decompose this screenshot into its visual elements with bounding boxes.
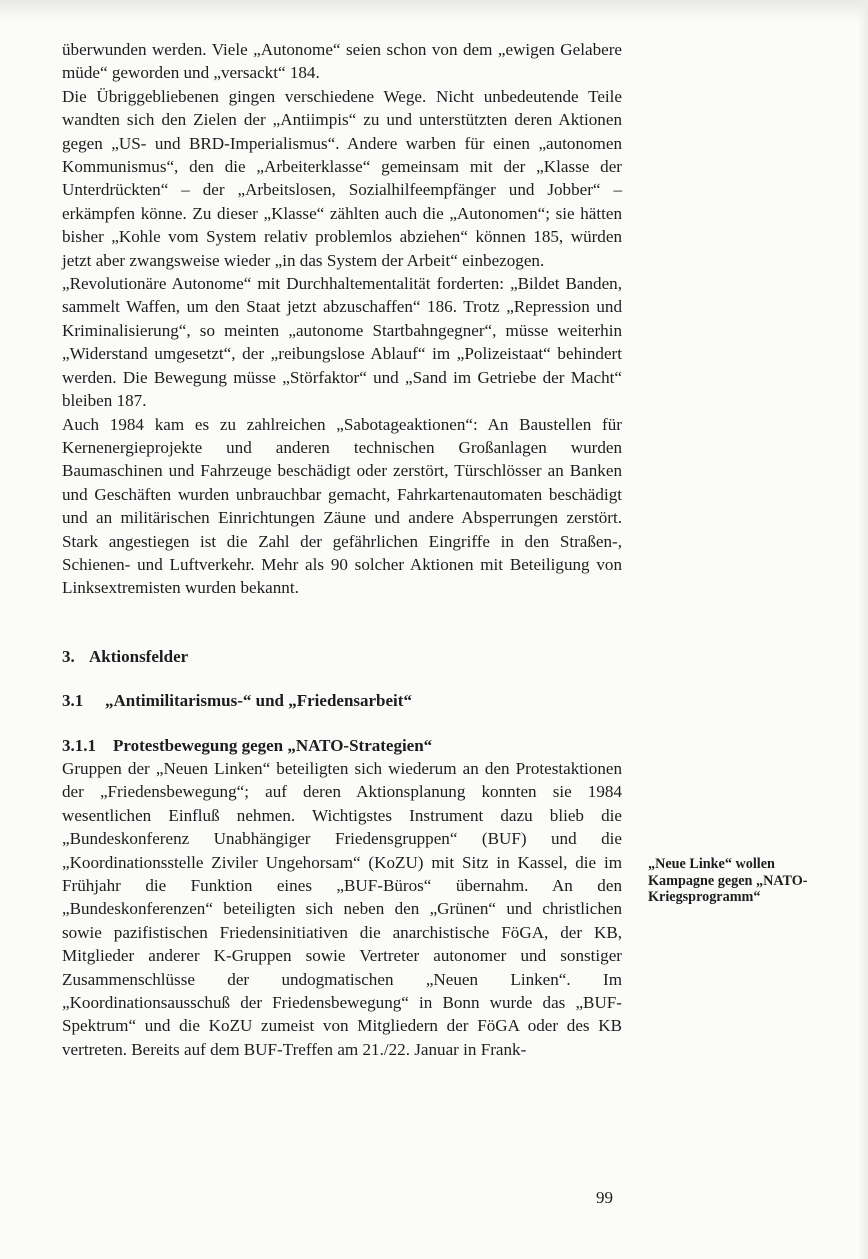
- intro-paragraph: überwunden werden. Viele „Autonome“ seien schon von dem „ewigen Gelabere müde“ geworden und „versackt“ 184.: [62, 40, 622, 83]
- section-heading-aktionsfelder: [62, 645, 622, 668]
- paragraph-sabotageaktionen: Auch 1984 kam es zu zahlreichen „Sabotageaktionen“: An Baustellen für Kernenergieprojekte und anderen technischen Großanlagen wurden Baumaschinen und Fahrzeuge beschädigt oder zerstört, Türschlösser an Banken und Geschäften wurden unbrauchbar gemacht, Fahrkartenautomaten beschädigt und an militärischen Einrichtungen Zäune und andere Absperrungen zerstört. Stark angestiegen ist die Zahl der gefährlichen Eingriffe in den Straßen-, Schienen- und Luftverkehr. Mehr als 90 solcher Aktionen mit Beteiligung von Linksextremisten wurden bekannt.: [62, 414, 622, 598]
- subsubsection-title: Protestbewegung gegen „NATO-Strategien“: [113, 735, 433, 755]
- subsection-number: 3.1: [62, 691, 84, 711]
- subsection-title: „Antimilitarismus-“ und „Friedensarbeit“: [105, 691, 412, 711]
- paragraph-autonome-wege: Die Übriggebliebenen gingen verschiedene Wege. Nicht unbedeutende Teile wandten sich den Zielen der „Antiimpis“ zu und unterstützten deren Aktionen gegen „US- und BRD-Imperialismus“. Andere warben für einen „autonomen Kommunismus“, den die „Arbeiterklasse“ gemeinsam mit der „Klasse der Unterdrückten“ – der „Arbeitslosen, Sozialhilfeempfänger und Jobber“ – erkämpfen könne. Zu dieser „Klasse“ zählten auch die „Autonomen“; sie hätten bisher „Kohle vom System relativ problemlos abziehen“ können 185, würden jetzt aber zwangsweise wieder „in das System der Arbeit“ einbezogen.: [62, 86, 622, 270]
- margin-note: „Neue Linke“ wollen Kampagne gegen „NATO-Kriegsprogramm“: [648, 856, 808, 905]
- main-text-column: [62, 38, 622, 1061]
- scan-shadow-top: [0, 0, 868, 22]
- paragraph-revolutionaere-autonome: „Revolutionäre Autonome“ mit Durchhaltementalität forderten: „Bildet Banden, sammelt Waffen, um den Staat jetzt abzuschaffen“ 186. Trotz „Repression und Kriminalisierung“, so meinten „autonome Startbahngegner“, müsse weiterhin „Widerstand umgesetzt“, der „reibungslose Ablauf“ im „Polizeistaat“ behindert werden. Die Bewegung müsse „Störfaktor“ und „Sand im Getriebe der Macht“ bleiben 187.: [62, 274, 622, 411]
- paragraph-neue-linke-friedensbewegung: Gruppen der „Neuen Linken“ beteiligten sich wiederum an den Protestaktionen der „Friedensbewegung“; auf deren Aktionsplanung konnten sie 1984 wesentlichen Einfluß nehmen. Wichtigstes Instrument dazu blieb die „Bundeskonferenz Unabhängiger Friedensgruppen“ (BUF) und die „Koordinationsstelle Ziviler Ungehorsam“ (KoZU) mit Sitz in Kassel, die im Frühjahr die Funktion eines „BUF-Büros“ übernahm. An den „Bundeskonferenzen“ beteiligten sich neben den „Grünen“ und christlichen sowie pazifistischen Friedensinitiativen die anarchistische FöGA, der KB, Mitglieder anderer K-Gruppen sowie Vertreter autonomer und sonstiger Zusammenschlüsse der undogmatischen „Neuen Linken“. Im „Koordinationsausschuß der Friedensbewegung“ in Bonn wurde das „BUF-Spektrum“ und die KoZU zumeist von Mitgliedern der FöGA oder des KB vertreten. Bereits auf dem BUF-Treffen am 21./22. Januar in Frank-: [62, 758, 622, 1059]
- subsection-heading-antimilitarismus: [62, 689, 622, 712]
- subsubsection-number: 3.1.1: [62, 735, 96, 755]
- subsubsection-heading-protestbewegung: [62, 734, 622, 757]
- section-title: Aktionsfelder: [89, 646, 189, 666]
- scan-shadow-right: [858, 0, 868, 1259]
- section-number: 3.: [62, 646, 75, 666]
- page-number: 99: [596, 1188, 613, 1207]
